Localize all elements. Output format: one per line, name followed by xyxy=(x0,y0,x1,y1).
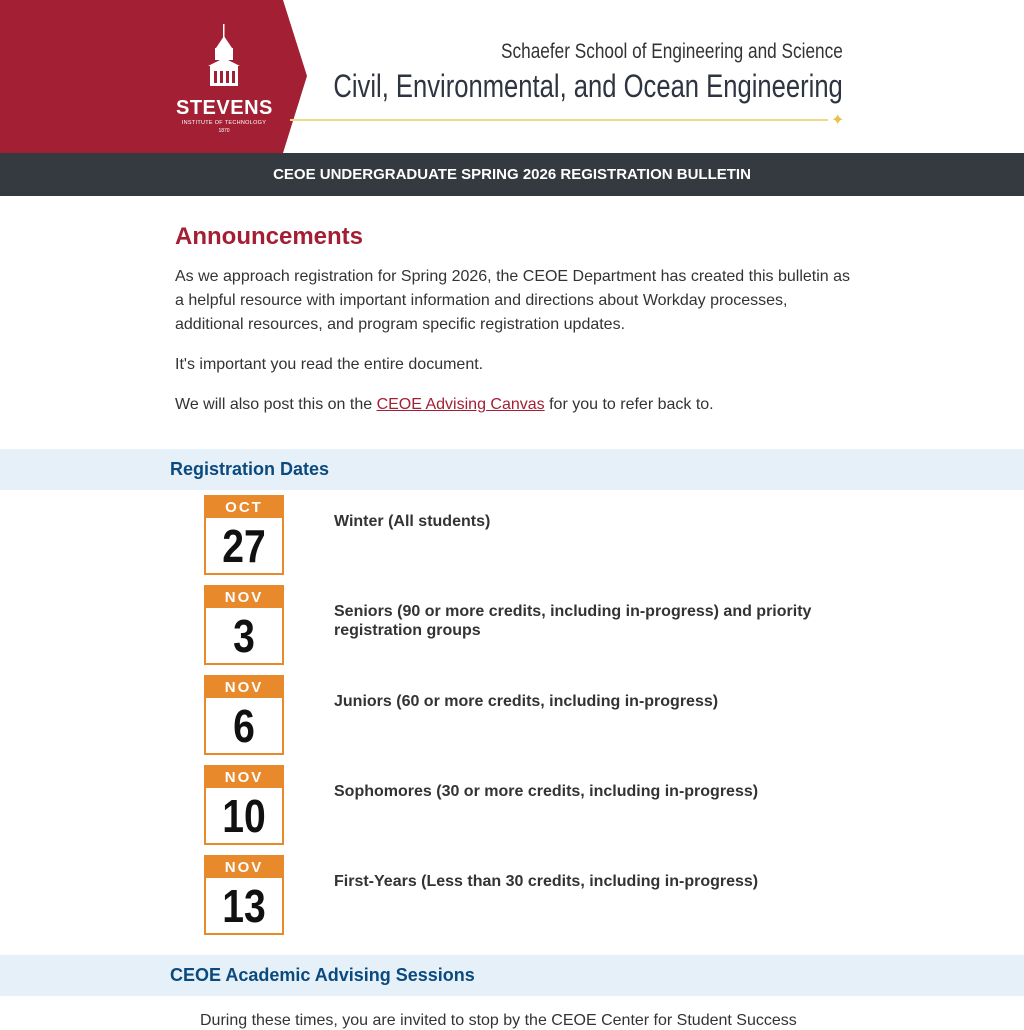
calendar-icon xyxy=(204,855,284,935)
date-description: First-Years (Less than 30 credits, including in-progress) xyxy=(334,873,759,890)
bulletin-title: CEOE UNDERGRADUATE SPRING 2026 REGISTRATION BULLETIN xyxy=(0,153,1024,196)
canvas-link[interactable]: CEOE Advising Canvas xyxy=(376,396,545,413)
date-description: Seniors (90 or more credits, including in-progress) and priority registration groups xyxy=(334,603,812,639)
advising-intro: During these times, you are invited to stop by the CEOE Center for Student Success xyxy=(200,1012,797,1029)
registration-date-row xyxy=(204,855,904,935)
calendar-icon xyxy=(204,675,284,755)
registration-date-row xyxy=(204,495,904,575)
day: 6 xyxy=(233,700,255,752)
announcements-section xyxy=(175,225,855,433)
header xyxy=(0,0,1024,153)
paragraph: It's important you read the entire document. xyxy=(175,356,484,373)
date-description: Juniors (60 or more credits, including in-progress) xyxy=(334,693,719,710)
star-icon: ✦ xyxy=(831,112,845,129)
day: 10 xyxy=(222,790,266,842)
month: NOV xyxy=(206,587,282,608)
day: 3 xyxy=(233,610,255,662)
registration-date-row xyxy=(204,765,904,845)
month: NOV xyxy=(206,677,282,698)
paragraph: We will also post this on the CEOE Advising Canvas for you to refer back to. xyxy=(175,396,714,413)
month: NOV xyxy=(206,857,282,878)
registration-date-row xyxy=(204,675,904,755)
school-name: Schaefer School of Engineering and Science xyxy=(501,40,843,63)
registration-date-row xyxy=(204,585,904,665)
month: NOV xyxy=(206,767,282,788)
registration-dates-heading: Registration Dates xyxy=(0,449,1024,490)
paragraph: As we approach registration for Spring 2026, the CEOE Department has created this bulletin as a helpful resource with important information and directions about Workday processes, additional resources, and program specific registration updates. xyxy=(175,268,851,333)
calendar-icon xyxy=(204,585,284,665)
department-name: Civil, Environmental, and Ocean Engineering xyxy=(333,68,843,104)
stevens-logo: STEVENS INSTITUTE OF TECHNOLOGY 1870 xyxy=(176,24,272,134)
date-description: Winter (All students) xyxy=(334,513,491,530)
date-description: Sophomores (30 or more credits, including in-progress) xyxy=(334,783,759,800)
day: 27 xyxy=(222,520,266,572)
day: 13 xyxy=(222,880,266,932)
section-heading: Announcements xyxy=(175,223,364,250)
calendar-icon xyxy=(204,765,284,845)
clock-tower-icon xyxy=(202,24,246,90)
month: OCT xyxy=(206,497,282,518)
divider xyxy=(290,119,828,121)
calendar-icon xyxy=(204,495,284,575)
advising-sessions-heading: CEOE Academic Advising Sessions xyxy=(0,955,1024,996)
